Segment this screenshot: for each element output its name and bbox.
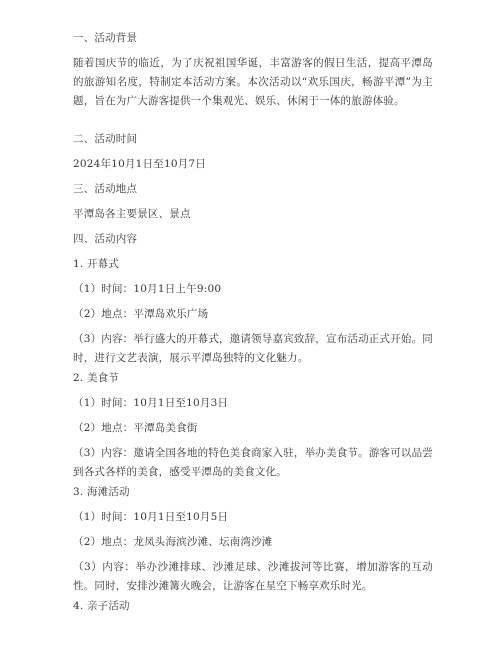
item-beach-content: （3）内容：举办沙滩排球、沙滩足球、沙滩拔河等比赛，增加游客的互动性。同时，安排沙滩篝火晚会，让游客在星空下畅享欢乐时光。 [73,561,433,592]
paragraph-time: 2024年10月1日至10月7日 [73,158,207,170]
item-food-content: （3）内容：邀请全国各地的特色美食商家入驻，举办美食节。游客可以品尝到各式各样的美食，感受平潭岛的美食文化。 [73,447,433,478]
item-food-time: （1）时间：10月1日至10月3日 [73,397,229,409]
item-opening-place: （2）地点：平潭岛欢乐广场 [73,308,209,320]
heading-location: 三、活动地点 [73,183,138,195]
heading-background: 一、活动背景 [73,32,138,44]
item-family-title: 4. 亲子活动 [73,600,130,612]
item-opening-time: （1）时间：10月1日上午9:00 [73,283,222,295]
item-opening-content: （3）内容：举行盛大的开幕式，邀请领导嘉宾致辞，宣布活动正式开始。同时，进行文艺表演，展示平潭岛独特的文化魅力。 [73,333,433,364]
item-beach-title: 3. 海滩活动 [73,486,130,498]
paragraph-location: 平潭岛各主要景区、景点 [73,208,191,220]
item-food-place: （2）地点：平潭岛美食街 [73,422,198,434]
item-beach-place: （2）地点：龙凤头海滨沙滩、坛南湾沙滩 [73,536,273,548]
heading-content: 四、活动内容 [73,233,138,245]
item-beach-time: （1）时间：10月1日至10月5日 [73,511,229,523]
heading-time: 二、活动时间 [73,133,138,145]
item-food-title: 2. 美食节 [73,372,120,384]
paragraph-background: 随着国庆节的临近，为了庆祝祖国华诞，丰富游客的假日生活，提高平潭岛的旅游知名度，特制定本活动方案。本次活动以“欢乐国庆，畅游平潭”为主题，旨在为广大游客提供一个集观光、娱乐、休闲于一体的旅游体验。 [73,57,433,107]
item-opening-title: 1. 开幕式 [73,258,120,270]
